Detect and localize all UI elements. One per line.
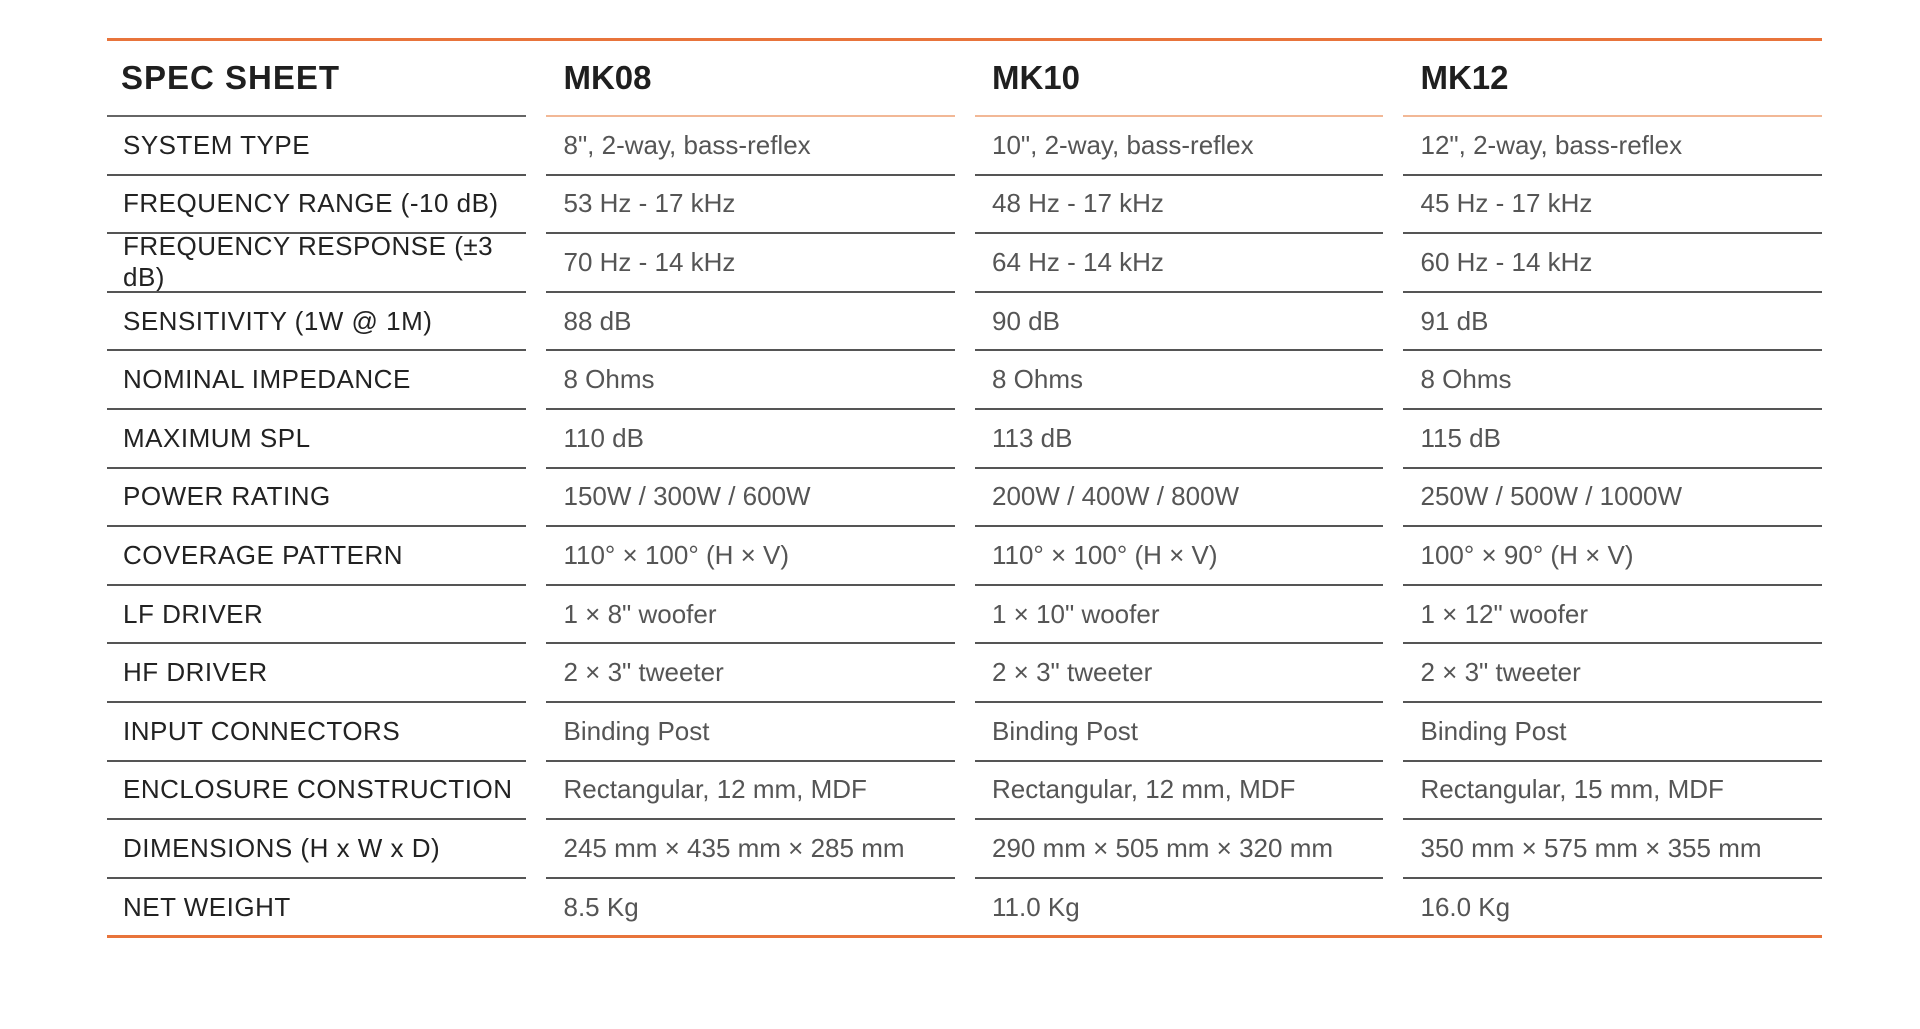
spec-label: FREQUENCY RESPONSE (±3 dB) — [107, 232, 526, 291]
spec-label: SENSITIVITY (1W @ 1M) — [107, 291, 526, 350]
spec-value: 110 dB — [546, 408, 955, 467]
spec-value: 11.0 Kg — [975, 877, 1384, 936]
spec-value: 10", 2-way, bass-reflex — [975, 115, 1384, 174]
spec-value: 290 mm × 505 mm × 320 mm — [975, 818, 1384, 877]
spec-value: 200W / 400W / 800W — [975, 467, 1384, 526]
table-row — [107, 818, 1822, 877]
spec-value: 88 dB — [546, 291, 955, 350]
spec-value: 113 dB — [975, 408, 1384, 467]
spec-value: Binding Post — [546, 701, 955, 760]
spec-label: MAXIMUM SPL — [107, 408, 526, 467]
table-row — [107, 291, 1822, 350]
spec-sheet-title: SPEC SHEET — [121, 59, 341, 96]
bottom-accent-rule — [107, 935, 1822, 938]
spec-value: Rectangular, 12 mm, MDF — [975, 760, 1384, 819]
spec-value: 90 dB — [975, 291, 1384, 350]
model-header-mk08: MK08 — [563, 59, 652, 96]
spec-value: 64 Hz - 14 kHz — [975, 232, 1384, 291]
spec-value: 91 dB — [1403, 291, 1822, 350]
spec-value: 110° × 100° (H × V) — [546, 525, 955, 584]
spec-value: 8.5 Kg — [546, 877, 955, 936]
spec-value: 250W / 500W / 1000W — [1403, 467, 1822, 526]
spec-value: 53 Hz - 17 kHz — [546, 174, 955, 233]
table-row — [107, 408, 1822, 467]
spec-value: 8 Ohms — [546, 349, 955, 408]
spec-value: 8 Ohms — [975, 349, 1384, 408]
table-row — [107, 174, 1822, 233]
spec-value: 1 × 10" woofer — [975, 584, 1384, 643]
spec-value: 110° × 100° (H × V) — [975, 525, 1384, 584]
model-header-mk12: MK12 — [1420, 59, 1509, 96]
spec-value: Binding Post — [1403, 701, 1822, 760]
spec-value: 8 Ohms — [1403, 349, 1822, 408]
spec-value: 1 × 12" woofer — [1403, 584, 1822, 643]
spec-value: 150W / 300W / 600W — [546, 467, 955, 526]
spec-label: SYSTEM TYPE — [107, 115, 526, 174]
spec-value: 115 dB — [1403, 408, 1822, 467]
model-header-mk10: MK10 — [991, 59, 1081, 96]
spec-value: 2 × 3" tweeter — [546, 642, 955, 701]
spec-rows — [107, 115, 1822, 935]
spec-value: Rectangular, 12 mm, MDF — [546, 760, 955, 819]
spec-label: POWER RATING — [107, 467, 526, 526]
spec-value: 48 Hz - 17 kHz — [975, 174, 1384, 233]
spec-value: Binding Post — [975, 701, 1384, 760]
table-row — [107, 760, 1822, 819]
table-row — [107, 525, 1822, 584]
spec-label: HF DRIVER — [107, 642, 526, 701]
spec-value: 2 × 3" tweeter — [975, 642, 1384, 701]
table-row — [107, 349, 1822, 408]
spec-value: 16.0 Kg — [1403, 877, 1822, 936]
spec-value: 45 Hz - 17 kHz — [1403, 174, 1822, 233]
spec-value: 100° × 90° (H × V) — [1403, 525, 1822, 584]
spec-label: LF DRIVER — [107, 584, 526, 643]
table-row — [107, 467, 1822, 526]
table-row — [107, 877, 1822, 936]
spec-value: 350 mm × 575 mm × 355 mm — [1403, 818, 1822, 877]
spec-label: ENCLOSURE CONSTRUCTION — [107, 760, 526, 819]
table-row — [107, 115, 1822, 174]
spec-sheet-table — [107, 38, 1822, 938]
spec-value: 245 mm × 435 mm × 285 mm — [546, 818, 955, 877]
spec-label: FREQUENCY RANGE (-10 dB) — [107, 174, 526, 233]
spec-label: INPUT CONNECTORS — [107, 701, 526, 760]
table-row — [107, 642, 1822, 701]
spec-value: 1 × 8" woofer — [546, 584, 955, 643]
table-row — [107, 701, 1822, 760]
table-row — [107, 232, 1822, 291]
spec-value: 70 Hz - 14 kHz — [546, 232, 955, 291]
spec-label: NOMINAL IMPEDANCE — [107, 349, 526, 408]
spec-value: Rectangular, 15 mm, MDF — [1403, 760, 1822, 819]
spec-label: COVERAGE PATTERN — [107, 525, 526, 584]
spec-value: 8", 2-way, bass-reflex — [546, 115, 955, 174]
spec-label: DIMENSIONS (H x W x D) — [107, 818, 526, 877]
spec-value: 2 × 3" tweeter — [1403, 642, 1822, 701]
table-row — [107, 584, 1822, 643]
spec-value: 60 Hz - 14 kHz — [1403, 232, 1822, 291]
spec-label: NET WEIGHT — [107, 877, 526, 936]
table-header-row — [107, 41, 1822, 115]
spec-value: 12", 2-way, bass-reflex — [1403, 115, 1822, 174]
